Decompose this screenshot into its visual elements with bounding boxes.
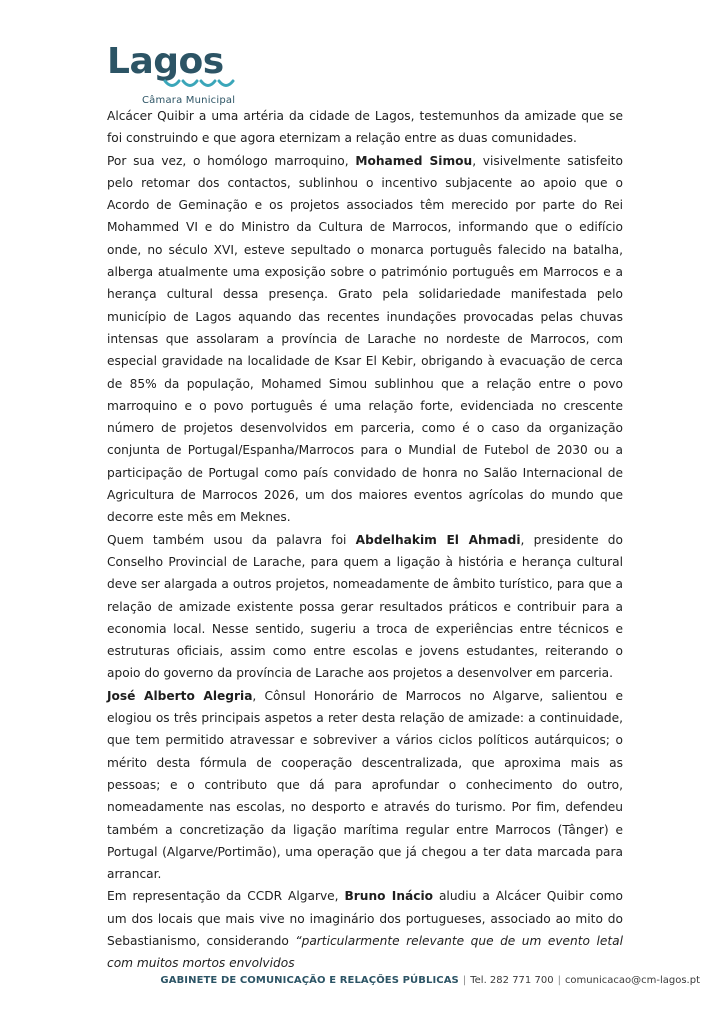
person-abdelhakim-el-ahmadi: Abdelhakim El Ahmadi [355,532,521,547]
paragraph-2 [107,150,623,529]
logo-wordmark: Lagos [107,41,224,82]
paragraph-3-lead: Quem também usou da palavra foi [107,532,356,547]
paragraph-2-lead: Por sua vez, o homólogo marroquino, [107,153,356,168]
person-jose-alberto-alegria: José Alberto Alegria [107,688,253,703]
paragraph-3 [107,529,623,685]
wave-icon [163,78,243,92]
person-bruno-inacio: Bruno Inácio [344,889,434,904]
logo-subtitle: Câmara Municipal [142,95,236,106]
paragraph-5 [107,885,623,974]
paragraph-5-text: aludiu a Alcácer Quibir como um dos locais que mais vive no imaginário dos portugueses, associado ao mito do Sebastianismo, considerando [107,889,623,948]
paragraph-4 [107,685,623,886]
paragraph-5-lead: Em representação da CCDR Algarve, [107,889,345,904]
lagos-logo [107,40,247,110]
person-mohamed-simou: Mohamed Simou [355,153,473,168]
paragraph-3-text: , presidente do Conselho Provincial de Larache, para quem a ligação à história e herança cultural deve ser alargada a outros projetos, nomeadamente de âmbito turístico, para que a relação de amizade existente possa gerar resultados práticos e contribuir para a economia local. Nesse sentido, sugeriu a troca de experiências entre técnicos e estruturas oficiais, assim como entre escolas e jovens estudantes, reiterando o apoio do governo da província de Larache aos projetos a desenvolver em parceria. [107,532,623,681]
page-footer [160,974,700,988]
paragraph-2-text: , visivelmente satisfeito pelo retomar dos contactos, sublinhou o incentivo subjacente ao apoio que o Acordo de Geminação e os projetos associados têm merecido por parte do Rei Mohammed VI e do Ministro da Cultura de Marrocos, informando que o edifício onde, no século XVI, esteve sepultado o monarca português falecido na batalha, alberga atualmente uma exposição sobre o património português em Marrocos e a herança cultural dessa presença. Grato pela solidariedade manifestada pelo município de Lagos aquando das recentes inundações provocadas pelas chuvas intensas que assolaram a província de Larache no nordeste de Marrocos, com especial gravidade na localidade de Ksar El Kebir, obrigando à evacuação de cerca de 85% da população, Mohamed Simou sublinhou que a relação entre o povo marroquino e o povo português é uma relação forte, evidenciada no crescente número de projetos desenvolvidos em parceria, como é o caso da organização conjunta de Portugal/Espanha/Marrocos para o Mundial de Futebol de 2030 ou a participação de Portugal como país convidado de honra no Salão Internacional de Agricultura de Marrocos 2026, um dos maiores eventos agrícolas do mundo que decorre este mês em Meknes. [107,153,623,525]
footer-department: GABINETE DE COMUNICAÇÃO E RELAÇÕES PÚBLICAS [160,975,459,986]
document-body [107,105,623,975]
footer-separator: | [557,975,561,986]
paragraph-4-text: , Cônsul Honorário de Marrocos no Algarve, salientou e elogiou os três principais aspetos a reter desta relação de amizade: a continuidade, que tem permitido atravessar e sobreviver a vários ciclos políticos autárquicos; o mérito desta fórmula de cooperação descentralizada, que aproxima mais as pessoas; e o contributo que dá para aprofundar o conhecimento do outro, nomeadamente nas escolas, no desporto e através do turismo. Por fim, defendeu também a concretização da ligação marítima regular entre Marrocos (Tânger) e Portugal (Algarve/Portimão), uma operação que já chegou a ter data marcada para arrancar. [107,688,623,882]
footer-separator: | [462,975,467,986]
footer-phone: Tel. 282 771 700 [470,975,554,986]
footer-email: comunicacao@cm-lagos.pt [564,975,700,986]
paragraph-5-quote: “particularmente relevante que de um evento letal com muitos mortos envolvidos [107,933,623,971]
paragraph-1: Alcácer Quibir a uma artéria da cidade de Lagos, testemunhos da amizade que se foi construindo e que agora eternizam a relação entre as duas comunidades. [107,109,623,146]
